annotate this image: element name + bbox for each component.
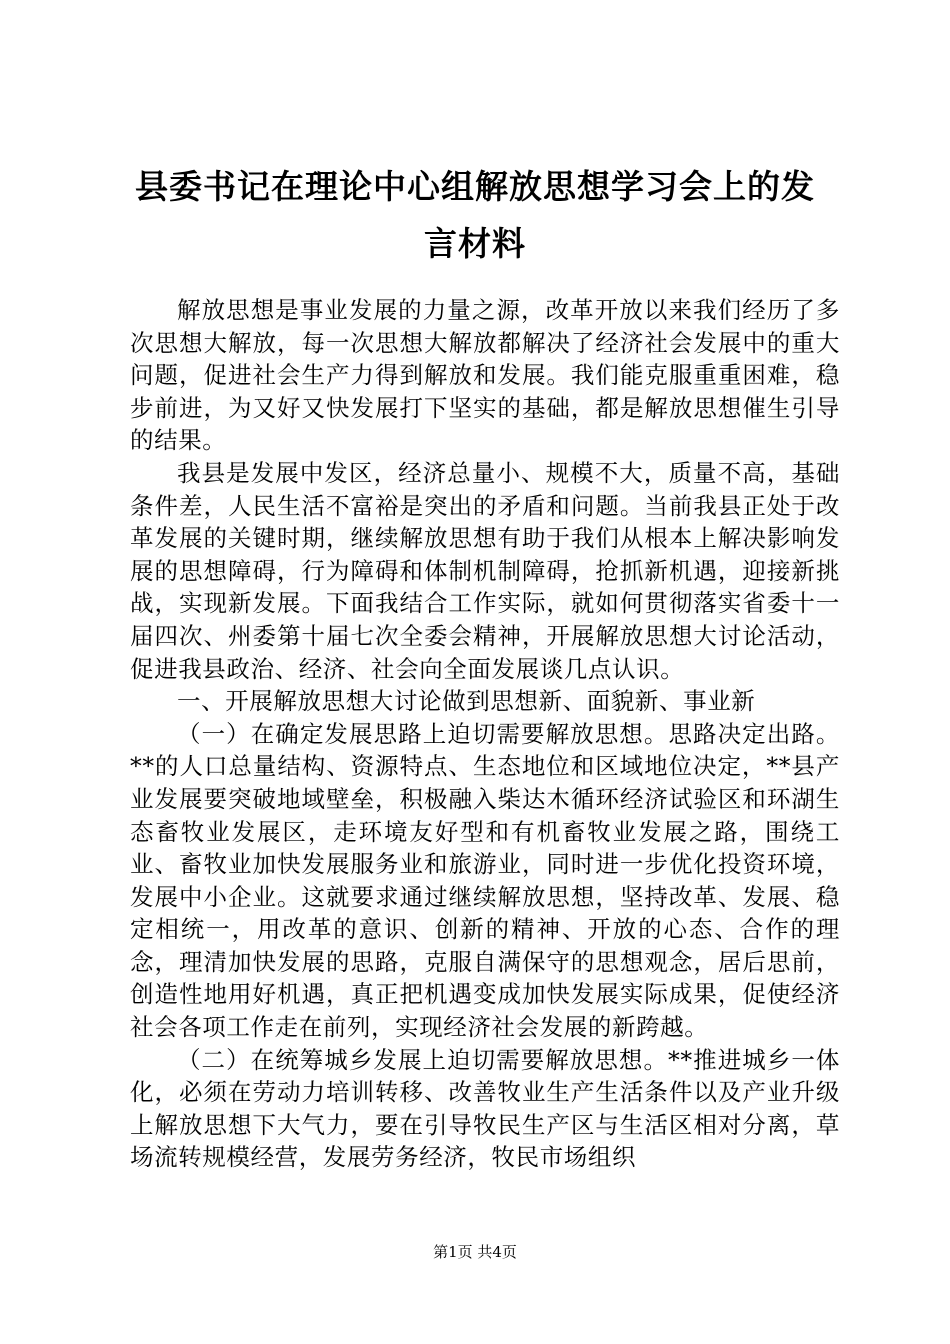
paragraph-subsection-1: （一）在确定发展思路上迫切需要解放思想。思路决定出路。**的人口总量结构、资源特点、生态地位和区域地位决定，**县产业发展要突破地域壁垒，积极融入柴达木循环经济试验区和环湖生态畜牧业发展区，走环境友好型和有机畜牧业发展之路，围绕工业、畜牧业加快发展服务业和旅游业，同时进一步优化投资环境，发展中小企业。这就要求通过继续解放思想，坚持改革、发展、稳定相统一，用改革的意识、创新的精神、开放的心态、合作的理念，理清加快发展的思路，克服自满保守的思想观念，居后思前，创造性地用好机遇，真正把机遇变成加快发展实际成果，促使经济社会各项工作走在前列，实现经济社会发展的新跨越。 — [130, 719, 840, 1042]
paragraph-subsection-2: （二）在统筹城乡发展上迫切需要解放思想。**推进城乡一体化，必须在劳动力培训转移、改善牧业生产生活条件以及产业升级上解放思想下大气力，要在引导牧民生产区与生活区相对分离，草场流转规模经营，发展劳务经济，牧民市场组织 — [130, 1045, 840, 1172]
paragraph-intro: 解放思想是事业发展的力量之源，改革开放以来我们经历了多次思想大解放，每一次思想大解放都解决了经济社会发展中的重大问题，促进社会生产力得到解放和发展。我们能克服重重困难，稳步前进，为又好又快发展打下坚实的基础，都是解放思想催生引导的结果。 — [130, 296, 840, 455]
paragraph-county-situation: 我县是发展中发区，经济总量小、规模不大，质量不高，基础条件差，人民生活不富裕是突出的矛盾和问题。当前我县正处于改革发展的关键时期，继续解放思想有助于我们从根本上解决影响发展的思想障碍，行为障碍和体制机制障碍，抢抓新机遇，迎接新挑战，实现新发展。下面我结合工作实际，就如何贯彻落实省委十一届四次、州委第十届七次全委会精神，开展解放思想大讨论活动，促进我县政治、经济、社会向全面发展谈几点认识。 — [130, 458, 840, 683]
section-heading-1: 一、开展解放思想大讨论做到思想新、面貌新、事业新 — [177, 687, 756, 716]
document-title-line-2: 言材料 — [424, 224, 526, 263]
document-body — [130, 294, 840, 1174]
page-number-footer: 第1页 共4页 — [433, 1243, 517, 1261]
document-title-line-1: 县委书记在理论中心组解放思想学习会上的发 — [135, 167, 815, 206]
